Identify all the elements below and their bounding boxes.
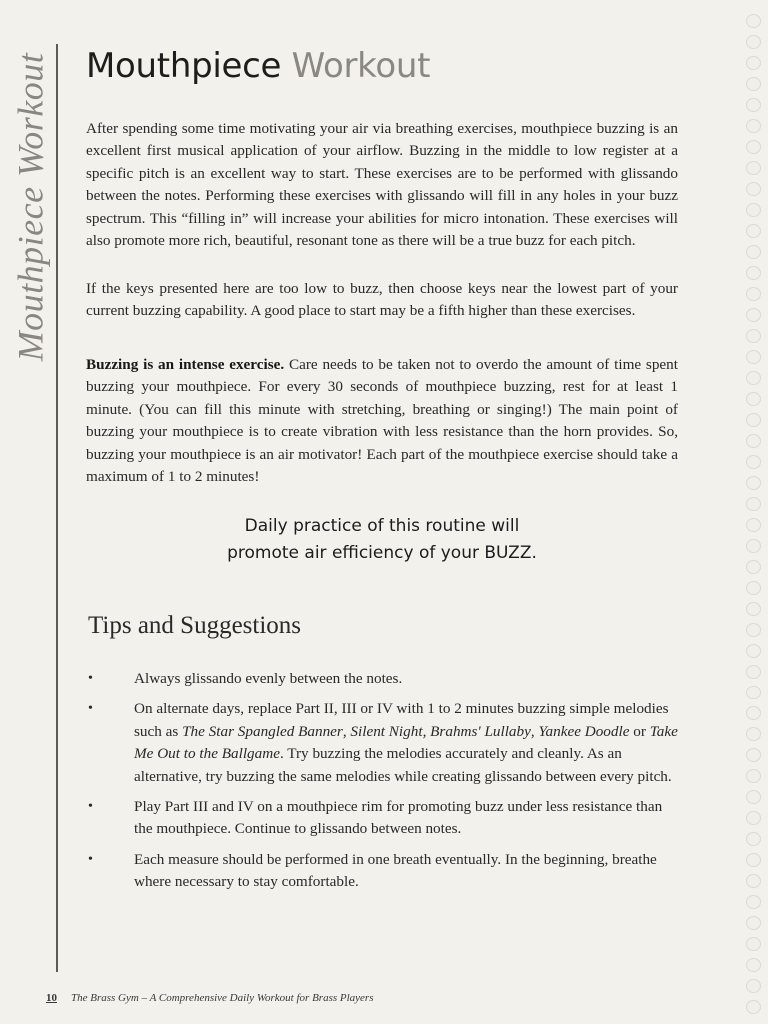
- binding-holes: [742, 14, 764, 1014]
- binding-hole-icon: [746, 35, 761, 49]
- tip-text: Always glissando evenly between the notes.: [134, 670, 403, 687]
- binding-hole-icon: [746, 539, 761, 553]
- song-title: Silent Night, Brahms' Lullaby: [350, 722, 531, 740]
- bullet-icon: •: [88, 671, 93, 686]
- binding-hole-icon: [746, 371, 761, 385]
- binding-hole-icon: [746, 748, 761, 762]
- binding-hole-icon: [746, 119, 761, 133]
- tip-text: or: [629, 722, 650, 740]
- side-title-text: Mouthpiece Workout: [10, 52, 51, 362]
- binding-hole-icon: [746, 727, 761, 741]
- binding-hole-icon: [746, 182, 761, 196]
- page-number: 10: [46, 992, 57, 1004]
- binding-hole-icon: [746, 14, 761, 28]
- binding-hole-icon: [746, 874, 761, 888]
- song-title: Take Me Out to the Ballgame: [134, 722, 678, 763]
- binding-hole-icon: [746, 623, 761, 637]
- page-title: [86, 46, 430, 86]
- binding-hole-icon: [746, 476, 761, 490]
- binding-hole-icon: [746, 161, 761, 175]
- bullet-icon: •: [88, 851, 93, 867]
- tip-item: [88, 668, 680, 690]
- binding-hole-icon: [746, 329, 761, 343]
- binding-hole-icon: [746, 245, 761, 259]
- binding-hole-icon: [746, 895, 761, 909]
- binding-hole-icon: [746, 497, 761, 511]
- binding-hole-icon: [746, 98, 761, 112]
- page-footer: [46, 992, 373, 1004]
- binding-hole-icon: [746, 224, 761, 238]
- binding-hole-icon: [746, 853, 761, 867]
- binding-hole-icon: [746, 392, 761, 406]
- tips-list: [88, 668, 680, 902]
- song-title: Yankee Doodle: [538, 722, 630, 740]
- binding-hole-icon: [746, 434, 761, 448]
- binding-hole-icon: [746, 769, 761, 783]
- intro-paragraph: After spending some time motivating your air via breathing exercises, mouthpiece buzzing is an excellent first musical application of your airflow. Buzzing in the middle to low register at a specific pitch is an excellent way to start. These exercises are to be performed with glissando between the notes. Performing these exercises with glissando will fill in any holes in your buzz spectrum. This “filling in” will increase your abilities for micro intonation. These exercises will also promote more rich, beautiful, resonant tone as there will be a true buzz for each pitch.: [86, 120, 678, 250]
- callout-line-1: Daily practice of this routine will: [244, 516, 520, 536]
- binding-hole-icon: [746, 266, 761, 280]
- tips-heading: Tips and Suggestions: [88, 612, 302, 639]
- caution-text: Care needs to be taken not to overdo the amount of time spent buzzing your mouthpiece. For every 30 seconds of mouthpiece buzzing, rest for at least 1 minute. (You can fill this minute with stretching, breathing or singing!) The main point of buzzing your mouthpiece is to create vibration with less resistance than the horn provides. So, buzzing your mouthpiece is an air motivator! Each part of the mouthpiece exercise should take a maximum of 1 to 2 minutes!: [86, 356, 678, 486]
- caution-paragraph: [86, 354, 678, 488]
- title-accent: Workout: [291, 46, 431, 86]
- tip-text: Play Part III and IV on a mouthpiece rim for promoting buzz under less resistance than the mouthpiece. Continue to glissando between notes.: [134, 798, 663, 838]
- binding-hole-icon: [746, 602, 761, 616]
- binding-hole-icon: [746, 140, 761, 154]
- binding-hole-icon: [746, 644, 761, 658]
- binding-hole-icon: [746, 560, 761, 574]
- binding-hole-icon: [746, 832, 761, 846]
- binding-hole-icon: [746, 979, 761, 993]
- vertical-divider: [56, 44, 58, 972]
- binding-hole-icon: [746, 790, 761, 804]
- binding-hole-icon: [746, 811, 761, 825]
- tip-item: [88, 796, 680, 841]
- tip-text: Each measure should be performed in one breath eventually. In the beginning, breathe where necessary to stay comfortable.: [134, 850, 657, 891]
- title-main: Mouthpiece: [86, 46, 282, 86]
- callout-box: [86, 513, 678, 567]
- binding-hole-icon: [746, 937, 761, 951]
- binding-hole-icon: [746, 1000, 761, 1014]
- binding-hole-icon: [746, 958, 761, 972]
- binding-hole-icon: [746, 916, 761, 930]
- binding-hole-icon: [746, 706, 761, 720]
- callout-line-2: promote air efficiency of your BUZZ.: [227, 543, 537, 563]
- binding-hole-icon: [746, 413, 761, 427]
- keys-paragraph: If the keys presented here are too low to buzz, then choose keys near the lowest part of your current buzzing capability. A good place to start may be a fifth higher than these exercises.: [86, 280, 678, 320]
- bullet-icon: •: [88, 799, 93, 815]
- tip-text: ,: [342, 722, 351, 740]
- side-section-title: [10, 52, 50, 362]
- binding-hole-icon: [746, 581, 761, 595]
- song-title: The Star Spangled Banner: [182, 722, 343, 740]
- tip-text: . Try buzzing the melodies accurately and cleanly. As an alternative, try buzzing the same melodies while creating glissando between every pitch.: [134, 745, 672, 785]
- binding-hole-icon: [746, 56, 761, 70]
- binding-hole-icon: [746, 350, 761, 364]
- tip-text: On alternate days, replace Part II, III or IV with 1 to 2 minutes buzzing simple melodies such as: [134, 700, 669, 740]
- binding-hole-icon: [746, 665, 761, 679]
- binding-hole-icon: [746, 77, 761, 91]
- tip-item: [88, 698, 680, 788]
- binding-hole-icon: [746, 455, 761, 469]
- caution-bold-lead: Buzzing is an intense exercise.: [86, 356, 285, 373]
- binding-hole-icon: [746, 308, 761, 322]
- binding-hole-icon: [746, 203, 761, 217]
- bullet-icon: •: [88, 701, 93, 717]
- tip-item: [88, 849, 680, 894]
- footer-book-title: The Brass Gym – A Comprehensive Daily Workout for Brass Players: [71, 992, 374, 1004]
- binding-hole-icon: [746, 686, 761, 700]
- binding-hole-icon: [746, 518, 761, 532]
- binding-hole-icon: [746, 287, 761, 301]
- tip-text: ,: [530, 722, 539, 740]
